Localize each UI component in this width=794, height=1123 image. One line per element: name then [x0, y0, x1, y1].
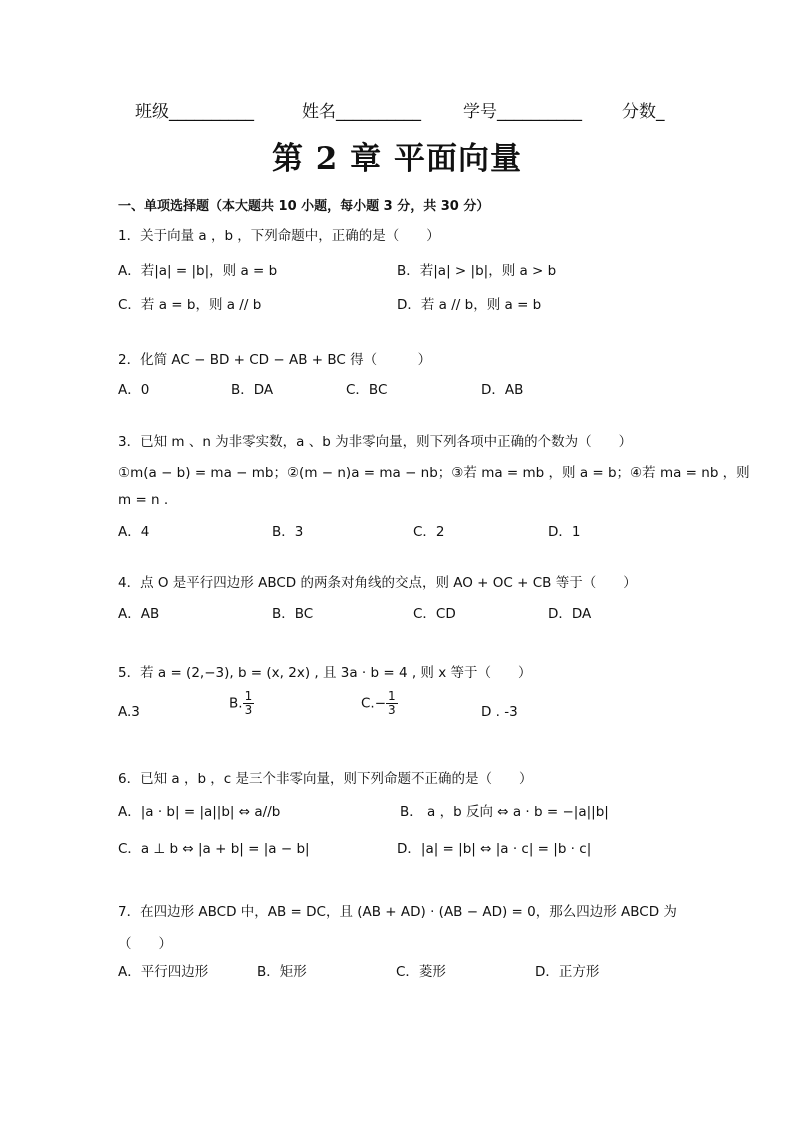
question-7-stem: 7．在四边形 ABCD 中，AB = DC，且 (AB + AD) · (AB − AD) = 0，那么四边形 ABCD 为 — [118, 904, 677, 920]
option-b-prefix: B. — [229, 695, 243, 712]
question-5-option-b — [229, 690, 254, 717]
score-field-label: 分数_ — [622, 102, 665, 122]
question-3-statements: ①m(a − b) = ma − mb；②(m − n)a = ma − nb；③若 ma = mb ，则 a = b；④若 ma = nb ，则 — [118, 465, 750, 481]
question-5-stem: 5．若 a = (2,−3), b = (x, 2x) , 且 3a · b = 4 , 则 x 等于（ ） — [118, 665, 532, 681]
question-3-option-b: B．3 — [272, 524, 304, 540]
question-6-option-b: B． a ，b 反向 ⇔ a · b = −|a||b| — [400, 804, 609, 820]
question-2-stem: 2．化简 AC − BD + CD − AB + BC 得（ ） — [118, 352, 432, 368]
question-2-option-a: A．0 — [118, 382, 150, 398]
question-3-statements-cont: m = n . — [118, 492, 169, 508]
question-4-stem: 4．点 O 是平行四边形 ABCD 的两条对角线的交点，则 AO + OC + CB 等于（ ） — [118, 575, 637, 591]
question-3-option-c: C．2 — [413, 524, 445, 540]
question-1-option-d: D．若 a // b，则 a = b — [397, 297, 542, 313]
question-1-stem: 1．关于向量 a ，b ，下列命题中，正确的是（ ） — [118, 228, 440, 244]
option-c-prefix: C.− — [361, 695, 387, 712]
fraction-numerator: 1 — [244, 689, 253, 703]
question-7-option-d: D．正方形 — [535, 964, 600, 980]
question-1-option-c: C．若 a = b，则 a // b — [118, 297, 262, 313]
student-id-field-label: 学号__________ — [463, 102, 582, 122]
page-title: 第 2 章 平面向量 — [272, 141, 522, 177]
section-heading-single-choice: 一、单项选择题（本大题共 10 小题，每小题 3 分，共 30 分） — [118, 199, 490, 214]
name-field-label: 姓名__________ — [302, 102, 421, 122]
fraction-numerator: 1 — [388, 689, 396, 703]
question-5-option-c — [361, 690, 398, 717]
question-6-stem: 6．已知 a ，b ，c 是三个非零向量，则下列命题不正确的是（ ） — [118, 771, 533, 787]
question-4-option-b: B．BC — [272, 606, 314, 622]
fraction-one-third — [386, 690, 398, 717]
question-2-option-d: D．AB — [481, 382, 524, 398]
fraction-denominator: 3 — [244, 703, 253, 717]
question-3-option-d: D．1 — [548, 524, 581, 540]
question-6-option-c: C．a ⊥ b ⇔ |a + b| = |a − b| — [118, 841, 310, 857]
question-7-option-b: B．矩形 — [257, 964, 307, 980]
question-1-option-b: B．若|a| > |b|，则 a > b — [397, 263, 557, 279]
fraction-one-third — [243, 690, 255, 717]
question-7-answer-blank: （ ） — [118, 936, 172, 952]
question-2-option-c: C．BC — [346, 382, 388, 398]
question-7-option-c: C．菱形 — [396, 964, 446, 980]
question-3-option-a: A．4 — [118, 524, 150, 540]
question-7-option-a: A．平行四边形 — [118, 964, 209, 980]
question-4-option-a: A．AB — [118, 606, 160, 622]
question-1-option-a: A．若|a| = |b|，则 a = b — [118, 263, 278, 279]
fraction-denominator: 3 — [388, 703, 396, 717]
question-5-option-d: D . -3 — [481, 704, 518, 720]
question-2-option-b: B．DA — [231, 382, 274, 398]
class-field-label: 班级__________ — [135, 102, 254, 122]
question-6-option-a: A．|a · b| = |a||b| ⇔ a//b — [118, 804, 281, 820]
question-5-option-a: A.3 — [118, 704, 140, 720]
question-6-option-d: D．|a| = |b| ⇔ |a · c| = |b · c| — [397, 841, 592, 857]
question-4-option-c: C．CD — [413, 606, 456, 622]
question-4-option-d: D．DA — [548, 606, 592, 622]
question-3-stem: 3．已知 m 、n 为非零实数，a 、b 为非零向量，则下列各项中正确的个数为（ ） — [118, 434, 633, 450]
